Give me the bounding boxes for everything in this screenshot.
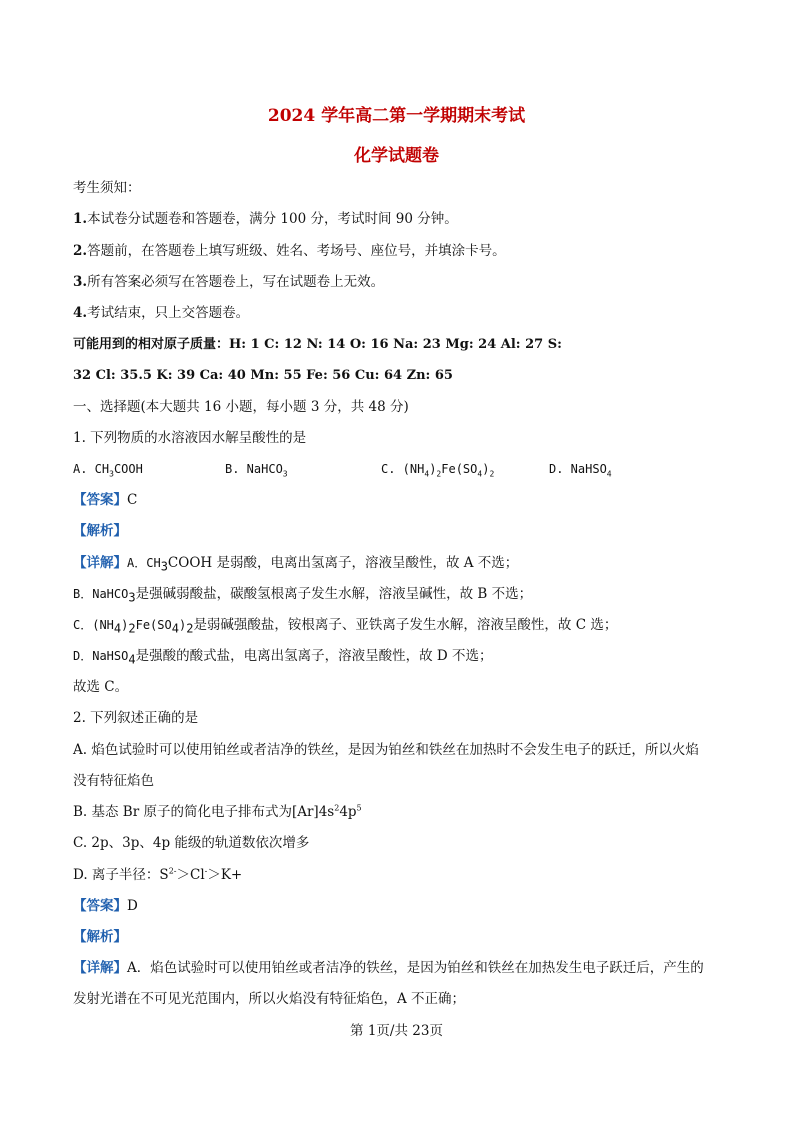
option-text: COOH [113,462,143,476]
subscript: 3 [109,469,114,479]
subscript: 2 [186,621,194,636]
exam-title: 2024 学年高二第一学期期末考试 [267,106,526,126]
subscript: 2 [128,621,136,636]
detail-text: ) [178,618,187,632]
q1-answer [73,491,733,509]
detail-text: A．焰色试验时可以使用铂丝或者洁净的铁丝，是因为铂丝和铁丝在加热发生电子跃迁后，产生的 [127,960,704,976]
q2-stem: 2. 下列叙述正确的是 [73,710,199,726]
subscript: 3 [128,590,136,605]
q1-detail-c [73,616,733,634]
option-text: ＞Cl [176,867,205,883]
option-text: 4p [339,804,357,820]
option-text: C. (NH [381,462,425,476]
notice-item-text: 所有答案必须写在答题卷上，写在试题卷上无效。 [87,274,385,290]
option-text: B. NaHCO [225,462,283,476]
option-text: B. 基态 Br 原子的简化电子排布式为[Ar]4s [73,804,335,820]
q1-stem: 1. 下列物质的水溶液因水解呈酸性的是 [73,430,307,446]
q1-option-a [73,460,143,478]
option-text: ) [429,462,437,476]
detail-text: A．CH [127,556,161,570]
notice-item-3 [73,273,733,291]
subscript: 2 [489,469,495,479]
analysis-label: 【解析】 [73,929,127,945]
detail-text: C．(NH [73,618,114,632]
subscript: 3 [160,559,168,574]
subscript: 2 [436,469,442,479]
option-text: A. CH [73,462,110,476]
q1-conclusion: 故选 C。 [73,679,129,695]
subscript: 4 [606,469,612,479]
q2-analysis [73,928,733,946]
notice-item-4 [73,304,733,322]
q1-option-c [381,460,494,478]
q1-detail-b [73,585,733,603]
q2-option-a-line-2: 没有特征焰色 [73,773,154,789]
notice-item-number: 1. [73,211,88,227]
notice-item-number: 2. [73,243,88,259]
atomic-mass-line-1: 可能用到的相对原子质量：H: 1 C: 12 N: 14 O: 16 Na: 23 Mg: 24 Al: 27 S: [73,337,562,352]
detail-text: Fe(SO [135,618,172,632]
notice-item-number: 3. [73,274,88,290]
detail-text: B．NaHCO [73,587,129,601]
detail-text: 是强酸的酸式盐，电离出氢离子，溶液呈酸性，故 D 不选； [135,648,493,664]
q1-detail-d [73,647,733,665]
superscript: 2 [334,803,340,813]
option-text: D. NaHSO [549,462,607,476]
subscript: 4 [128,652,136,667]
detail-text: D．NaHSO [73,649,129,663]
superscript: - [204,866,208,876]
detail-text: COOH 是弱酸，电离出氢离子，溶液呈酸性，故 A 不选； [167,555,519,571]
notice-heading: 考生须知： [73,180,141,196]
atomic-mass-line-2: 32 Cl: 35.5 K: 39 Ca: 40 Mn: 55 Fe: 56 Cu: 64 Zn: 65 [73,368,453,383]
detail-text: ) [121,618,129,632]
q2-option-b [73,803,733,821]
answer-value: C [127,492,138,508]
detail-label: 【详解】 [73,960,127,976]
q2-option-d [73,866,733,884]
q1-option-d [549,460,612,478]
option-text: D. 离子半径：S [73,867,169,883]
detail-text: 是弱碱强酸盐，铵根离子、亚铁离子发生水解，溶液呈酸性，故 C 选； [193,617,618,633]
superscript: 5 [356,803,362,813]
superscript: 2- [168,866,177,876]
q2-answer [73,897,733,915]
answer-value: D [127,898,138,914]
subscript: 4 [171,621,179,636]
q2-detail-line-2: 发射光谱在不可见光范围内，所以火焰没有特征焰色，A 不正确； [73,991,466,1007]
notice-item-text: 答题前，在答题卷上填写班级、姓名、考场号、座位号，并填涂卡号。 [87,243,506,259]
subscript: 4 [477,469,483,479]
notice-item-number: 4. [73,305,88,321]
q2-option-c: C. 2p、3p、4p 能级的轨道数依次增多 [73,835,310,851]
notice-item-text: 本试卷分试题卷和答题卷，满分 100 分，考试时间 90 分钟。 [87,211,458,227]
q2-option-a-line-1: A. 焰色试验时可以使用铂丝或者洁净的铁丝，是因为铂丝和铁丝在加热时不会发生电子的跃迁，所以火焰 [73,742,699,758]
option-text: ＞K+ [207,867,243,883]
subscript: 4 [113,621,122,636]
option-text: Fe(SO [441,462,478,476]
q1-option-b [225,460,288,478]
detail-label: 【详解】 [73,555,127,571]
notice-item-text: 考试结束，只上交答题卷。 [87,305,250,321]
page-footer: 第 1页/共 23页 [350,1023,443,1039]
q2-detail-line-1 [73,959,733,977]
subscript: 3 [282,469,288,479]
detail-text: 是强碱弱酸盐，碳酸氢根离子发生水解，溶液呈碱性，故 B 不选； [135,586,533,602]
q1-analysis [73,522,733,540]
answer-label: 【答案】 [73,898,127,914]
subscript: 4 [424,469,430,479]
section-1-title: 一、选择题(本大题共 16 小题，每小题 3 分，共 48 分) [73,399,409,415]
notice-item-1 [73,210,733,228]
exam-subtitle: 化学试题卷 [354,146,439,166]
q1-detail-a [73,554,733,572]
notice-item-2 [73,242,733,260]
option-text: ) [482,462,490,476]
answer-label: 【答案】 [73,492,127,508]
analysis-label: 【解析】 [73,523,127,539]
